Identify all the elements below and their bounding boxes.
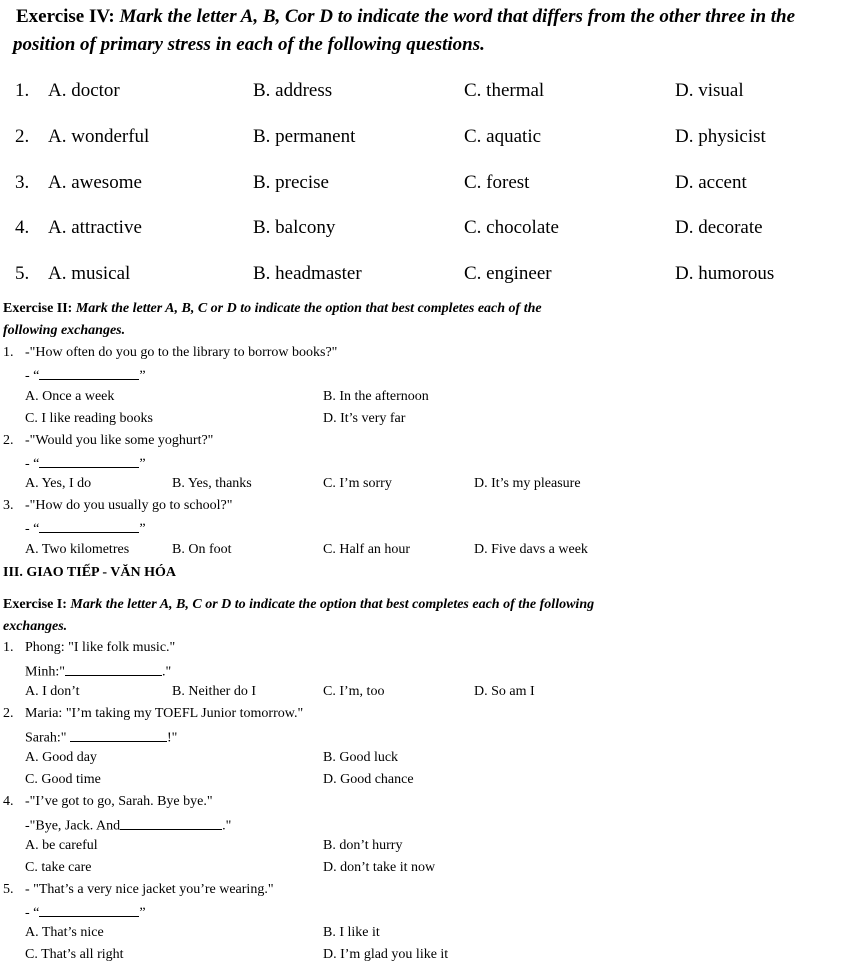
option-a[interactable]: A. musical <box>48 263 131 284</box>
option-a[interactable]: A. be careful <box>25 838 98 853</box>
option-a[interactable]: A. awesome <box>48 172 142 193</box>
reply-prefix: Sarah:" <box>25 730 70 746</box>
option-b[interactable]: B. In the afternoon <box>323 389 429 404</box>
answer-line <box>25 728 177 747</box>
answer-blank[interactable] <box>120 816 222 830</box>
reply-open: - “ <box>25 521 40 537</box>
option-c[interactable]: C. Half an hour <box>323 542 411 557</box>
ex4-instruction-line2: position of primary stress in each of the following questions. <box>13 34 485 55</box>
answer-blank[interactable] <box>39 454 139 468</box>
option-d[interactable]: D. visual <box>675 80 744 101</box>
ex2-title: Exercise II: <box>3 301 73 316</box>
question-text: - "That’s a very nice jacket you’re wearing." <box>25 882 274 897</box>
question-number: 4. <box>15 217 30 238</box>
question-number: 1. <box>15 80 30 101</box>
question-number: 5. <box>15 263 30 284</box>
answer-blank[interactable] <box>70 728 167 742</box>
answer-line <box>25 366 146 385</box>
answer-line <box>25 519 146 538</box>
option-d[interactable]: D. humorous <box>675 263 775 284</box>
question-number: 2. <box>3 706 14 721</box>
question-text: Maria: "I’m taking my TOEFL Junior tomorrow." <box>25 706 304 721</box>
ex1-instruction-line2: exchanges. <box>3 619 68 634</box>
option-a[interactable]: A. attractive <box>48 217 142 238</box>
option-d[interactable]: D. So am I <box>474 684 535 699</box>
option-d[interactable]: D. I’m glad you like it <box>323 947 449 962</box>
question-text: Phong: "I like folk music." <box>25 640 176 655</box>
question-number: 2. <box>15 126 30 147</box>
option-c[interactable]: C. Good time <box>25 772 101 787</box>
option-b[interactable]: B. headmaster <box>253 263 362 284</box>
reply-suffix: !" <box>166 730 178 746</box>
question-number: 2. <box>3 433 14 448</box>
option-b[interactable]: B. balcony <box>253 217 336 238</box>
question-number: 4. <box>3 794 14 809</box>
ex4-instruction-line1: Mark the letter A, B, Cor D to indicate the word that differs from the other three in the <box>119 6 796 27</box>
option-c[interactable]: C. thermal <box>464 80 545 101</box>
option-d[interactable]: D. don’t take it now <box>323 860 436 875</box>
option-c[interactable]: C. take care <box>25 860 92 875</box>
option-c[interactable]: C. I’m sorry <box>323 476 392 491</box>
option-d[interactable]: D. Good chance <box>323 772 414 787</box>
reply-suffix: ." <box>161 664 172 680</box>
reply-suffix: ." <box>222 818 232 834</box>
option-d[interactable]: D. decorate <box>675 217 763 238</box>
option-d[interactable]: D. physicist <box>675 126 766 147</box>
ex1-instruction-line1: Mark the letter A, B, C or D to indicate the option that best completes each of the following <box>70 597 595 612</box>
reply-close: ” <box>139 456 146 472</box>
option-b[interactable]: B. permanent <box>253 126 356 147</box>
question-text: -"Would you like some yoghurt?" <box>25 433 214 448</box>
question-text: -"I’ve got to go, Sarah. Bye bye." <box>25 794 213 809</box>
answer-blank[interactable] <box>39 366 139 380</box>
reply-open: - “ <box>25 905 40 921</box>
reply-close: ” <box>139 368 146 384</box>
option-a[interactable]: A. Two kilometres <box>25 542 130 557</box>
option-d[interactable]: D. It’s my pleasure <box>474 476 581 491</box>
option-b[interactable]: B. Good luck <box>323 750 399 765</box>
question-number: 3. <box>15 172 30 193</box>
option-c[interactable]: C. That’s all right <box>25 947 124 962</box>
ex1-title: Exercise I: <box>3 597 67 612</box>
option-d[interactable]: D. accent <box>675 172 747 193</box>
option-a[interactable]: A. I don’t <box>25 684 80 699</box>
option-c[interactable]: C. engineer <box>464 263 552 284</box>
answer-blank[interactable] <box>65 662 162 676</box>
reply-close: ” <box>139 521 146 537</box>
answer-line <box>25 454 146 473</box>
answer-line <box>25 816 231 835</box>
option-b[interactable]: B. address <box>253 80 333 101</box>
reply-prefix: -"Bye, Jack. And <box>25 818 121 834</box>
question-text: -"How do you usually go to school?" <box>25 498 233 513</box>
question-number: 1. <box>3 345 14 360</box>
option-b[interactable]: B. don’t hurry <box>323 838 403 853</box>
option-a[interactable]: A. wonderful <box>48 126 150 147</box>
reply-open: - “ <box>25 456 40 472</box>
reply-prefix: Minh:" <box>25 664 65 680</box>
question-number: 3. <box>3 498 14 513</box>
option-b[interactable]: B. Yes, thanks <box>172 476 252 491</box>
option-c[interactable]: C. chocolate <box>464 217 559 238</box>
ex4-instruction <box>16 6 795 28</box>
answer-blank[interactable] <box>39 903 139 917</box>
question-number: 5. <box>3 882 14 897</box>
option-c[interactable]: C. aquatic <box>464 126 542 147</box>
option-b[interactable]: B. On foot <box>172 542 232 557</box>
option-b[interactable]: B. Neither do I <box>172 684 256 699</box>
option-c[interactable]: C. forest <box>464 172 530 193</box>
section-heading: III. GIAO TIẾP - VĂN HÓA <box>3 565 176 580</box>
option-a[interactable]: A. Once a week <box>25 389 115 404</box>
option-a[interactable]: A. Yes, I do <box>25 476 92 491</box>
answer-line <box>25 903 146 922</box>
reply-close: ” <box>139 905 146 921</box>
option-c[interactable]: C. I’m, too <box>323 684 385 699</box>
ex1-instruction <box>3 597 594 613</box>
answer-blank[interactable] <box>39 519 139 533</box>
ex4-title: Exercise IV: <box>16 6 115 27</box>
option-b[interactable]: B. precise <box>253 172 329 193</box>
reply-open: - “ <box>25 368 40 384</box>
question-number: 1. <box>3 640 14 655</box>
option-a[interactable]: A. doctor <box>48 80 120 101</box>
ex2-instruction-line2: following exchanges. <box>3 323 126 338</box>
option-b[interactable]: B. I like it <box>323 925 380 940</box>
question-text: -"How often do you go to the library to borrow books?" <box>25 345 338 360</box>
option-a[interactable]: A. That’s nice <box>25 925 104 940</box>
option-c[interactable]: C. I like reading books <box>25 411 153 426</box>
option-a[interactable]: A. Good day <box>25 750 97 765</box>
option-d[interactable]: D. Five davs a week <box>474 542 588 557</box>
option-d[interactable]: D. It’s very far <box>323 411 406 426</box>
ex2-instruction <box>3 301 542 317</box>
ex2-instruction-line1: Mark the letter A, B, C or D to indicate the option that best completes each of the <box>75 301 542 316</box>
answer-line <box>25 662 171 681</box>
